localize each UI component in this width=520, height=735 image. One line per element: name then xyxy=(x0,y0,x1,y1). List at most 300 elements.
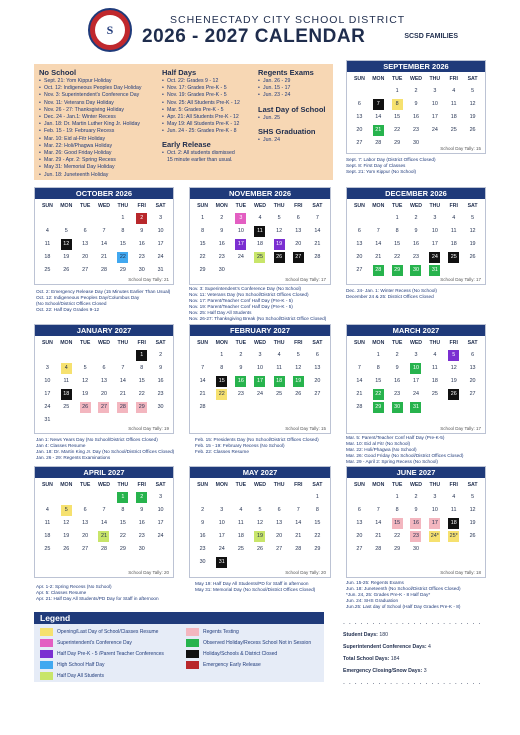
regents-section xyxy=(258,68,326,144)
day-number: 27 xyxy=(98,402,109,413)
month-september-2026 xyxy=(346,60,486,154)
day-cell xyxy=(388,111,407,124)
day-number: 13 xyxy=(356,520,363,526)
note-line: Jun. 24: SHS Graduation xyxy=(346,598,399,603)
total-days-stat xyxy=(343,656,493,662)
day-number: 23 xyxy=(237,391,244,397)
day-number: 3 xyxy=(433,494,437,500)
day-cell xyxy=(113,225,132,238)
day-cell xyxy=(270,375,289,388)
day-number: 1 xyxy=(220,352,224,358)
day-cell xyxy=(151,530,170,543)
school-day-tally: School Day Tally: 17 xyxy=(285,277,326,282)
day-cell xyxy=(350,238,369,251)
day-cell xyxy=(250,543,269,556)
day-cell xyxy=(407,504,426,517)
no-school-item: • Nov. 11: Veterans Day Holiday xyxy=(39,100,141,107)
weekday-label: WED xyxy=(253,482,267,488)
day-number: 16 xyxy=(394,378,401,384)
weekday-label: FRI xyxy=(137,203,146,209)
page-title: 2026 - 2027 CALENDAR xyxy=(142,26,366,47)
day-cell xyxy=(212,251,231,264)
weekday-label: MON xyxy=(372,76,385,82)
day-number: 25 xyxy=(44,546,51,552)
day-number: 2 xyxy=(414,88,418,94)
day-number: 17 xyxy=(431,114,438,120)
day-cell xyxy=(212,212,231,225)
day-cell xyxy=(212,388,231,401)
last-day-list xyxy=(258,115,326,122)
weekday-label: SAT xyxy=(467,482,478,488)
empty-day xyxy=(369,85,388,98)
day-number: 12 xyxy=(61,239,72,250)
day-number: 18 xyxy=(61,389,72,400)
day-cell xyxy=(38,401,57,414)
note-line: Nov. 17: Parent/Teacher Conf Half Day (Pre-K - 5) xyxy=(189,298,293,303)
empty-day xyxy=(350,349,369,362)
day-number: 12 xyxy=(469,101,476,107)
day-cell xyxy=(425,124,444,137)
emergency-days-value: 3 xyxy=(423,668,427,674)
day-number: 9 xyxy=(201,520,205,526)
day-number: 7 xyxy=(121,365,125,371)
day-number: 14 xyxy=(119,378,126,384)
day-number: 5 xyxy=(258,507,262,513)
day-cell xyxy=(407,251,426,264)
day-cell xyxy=(231,225,250,238)
weekday-label: TUE xyxy=(79,340,91,346)
day-cell xyxy=(212,362,231,375)
day-number: 26 xyxy=(63,267,70,273)
day-number: 7 xyxy=(102,228,106,234)
day-cell xyxy=(463,251,482,264)
empty-day xyxy=(350,491,369,504)
day-cell xyxy=(250,349,269,362)
day-cell xyxy=(463,375,482,388)
legend-label: High School Half Day xyxy=(57,662,105,668)
day-cell xyxy=(463,388,482,401)
day-cell xyxy=(250,517,269,530)
day-number: 25 xyxy=(431,391,438,397)
day-number: 30 xyxy=(199,559,206,565)
day-cell xyxy=(57,251,76,264)
day-cell xyxy=(463,362,482,375)
day-number: 21 xyxy=(314,241,321,247)
regents-item: • Jan. 26 - 29 xyxy=(258,78,326,85)
day-number: 5 xyxy=(277,215,281,221)
day-number: 17 xyxy=(429,518,440,529)
half-days-list xyxy=(162,78,240,136)
day-cell xyxy=(369,137,388,150)
day-number: 24 xyxy=(412,391,419,397)
day-number: 5 xyxy=(83,365,87,371)
day-cell xyxy=(250,504,269,517)
note-line: Jan. 26 - 29: Regents Examinations xyxy=(36,455,111,460)
day-cell xyxy=(308,349,327,362)
month-header: MARCH 2027 xyxy=(347,325,485,336)
day-number: 31 xyxy=(429,265,440,276)
day-number: 3 xyxy=(220,507,224,513)
day-cell xyxy=(193,504,212,517)
weekday-label: TUE xyxy=(79,203,91,209)
note-line: Mar. 10: Eid al Fitr (No School) xyxy=(346,441,411,446)
graduation-heading: SHS Graduation xyxy=(258,126,316,136)
weekday-label: THU xyxy=(117,482,129,488)
day-number: 29 xyxy=(373,402,384,413)
day-cell xyxy=(270,388,289,401)
day-cell xyxy=(151,238,170,251)
note-line: Apr. 5: Classes Resume xyxy=(36,590,87,595)
day-cell xyxy=(132,264,151,277)
month-december-2026 xyxy=(346,187,486,285)
legend-item xyxy=(186,661,261,669)
month-may-2027 xyxy=(189,466,331,578)
day-number: 4 xyxy=(45,507,49,513)
day-number: 25 xyxy=(63,404,70,410)
day-cell xyxy=(193,362,212,375)
day-cell xyxy=(250,225,269,238)
weekday-label: SAT xyxy=(155,203,166,209)
day-number: 22 xyxy=(138,391,145,397)
day-number: 24 xyxy=(431,127,438,133)
day-number: 16 xyxy=(218,241,225,247)
day-number: 30 xyxy=(412,546,419,552)
day-cell xyxy=(388,212,407,225)
month-november-2026 xyxy=(189,187,331,285)
no-school-item: • Oct. 12: Indigeneous Peoples Day Holiday xyxy=(39,85,141,92)
day-number: 30 xyxy=(157,404,164,410)
day-cell xyxy=(250,362,269,375)
day-number: 25 xyxy=(254,252,265,263)
note-line: Sept. 8: First Day of Classes xyxy=(346,163,406,168)
day-cell xyxy=(38,264,57,277)
day-number: 29 xyxy=(314,546,321,552)
day-number: 16 xyxy=(199,533,206,539)
day-cell xyxy=(350,225,369,238)
day-cell xyxy=(151,264,170,277)
day-number: 2 xyxy=(239,352,243,358)
day-number: 31 xyxy=(216,557,227,568)
weekday-label: MON xyxy=(372,203,385,209)
day-cell xyxy=(270,251,289,264)
legend-swatch xyxy=(186,639,199,647)
weekday-label: MON xyxy=(60,340,73,346)
day-number: 5 xyxy=(471,88,475,94)
day-number: 26 xyxy=(295,391,302,397)
day-cell xyxy=(308,388,327,401)
audience-label: SCSD FAMILIES xyxy=(404,33,458,40)
day-cell xyxy=(193,401,212,414)
legend-item xyxy=(186,639,311,647)
key-dates-box xyxy=(34,64,333,180)
day-cell xyxy=(444,111,463,124)
day-number: 27 xyxy=(469,391,476,397)
day-number: 5 xyxy=(64,228,68,234)
note-line: Jun. 18: Juneteenth (No School/District Offices Closed) xyxy=(346,586,461,591)
day-number: 27 xyxy=(356,546,363,552)
month-header: NOVEMBER 2026 xyxy=(190,188,330,199)
empty-day xyxy=(250,491,269,504)
day-number: 28 xyxy=(295,546,302,552)
day-number: 28 xyxy=(100,546,107,552)
weekday-label: TUE xyxy=(235,482,247,488)
day-number: 11 xyxy=(63,378,70,384)
day-number: 5 xyxy=(61,505,72,516)
day-cell xyxy=(369,124,388,137)
day-number: 3 xyxy=(235,213,246,224)
day-cell xyxy=(388,375,407,388)
day-cell xyxy=(76,362,95,375)
day-number: 30 xyxy=(138,546,145,552)
day-number: 8 xyxy=(315,507,319,513)
day-number: 19 xyxy=(293,376,304,387)
day-number: 5 xyxy=(296,352,300,358)
day-cell xyxy=(38,504,57,517)
no-school-item: • Dec. 24 - Jan.1: Winter Recess xyxy=(39,114,141,121)
weekday-label: THU xyxy=(117,340,129,346)
school-day-tally: School Day Tally: 17 xyxy=(440,277,481,282)
day-cell xyxy=(388,388,407,401)
student-days-stat xyxy=(343,632,493,638)
weekday-label: FRI xyxy=(449,340,458,346)
day-cell xyxy=(388,401,407,414)
day-cell xyxy=(407,362,426,375)
weekday-label: WED xyxy=(253,340,267,346)
day-number: 23 xyxy=(199,546,206,552)
legend-item xyxy=(186,650,277,658)
day-number: 16 xyxy=(235,376,246,387)
no-school-heading: No School xyxy=(39,68,77,77)
empty-day xyxy=(76,349,95,362)
day-number: 28 xyxy=(375,140,382,146)
day-cell xyxy=(463,225,482,238)
note-line: Jun. 15-25: Regents Exams xyxy=(346,580,404,585)
day-cell xyxy=(308,225,327,238)
day-number: 26 xyxy=(448,389,459,400)
empty-day xyxy=(193,491,212,504)
note-line: Feb. 22: Classes Resume xyxy=(195,449,249,454)
day-number: 31 xyxy=(410,402,421,413)
day-cell xyxy=(388,98,407,111)
day-number: 15 xyxy=(394,241,401,247)
day-number: 12 xyxy=(469,507,476,513)
weekday-label: SUN xyxy=(41,340,53,346)
day-cell xyxy=(407,491,426,504)
day-cell xyxy=(193,212,212,225)
empty-day xyxy=(57,212,76,225)
day-number: 7 xyxy=(376,507,380,513)
day-cell xyxy=(308,517,327,530)
day-cell xyxy=(388,517,407,530)
day-number: 26 xyxy=(469,533,476,539)
day-cell xyxy=(270,238,289,251)
day-number: 11 xyxy=(44,520,51,526)
day-number: 19 xyxy=(469,241,476,247)
day-number: 12 xyxy=(256,520,263,526)
day-cell xyxy=(113,375,132,388)
day-number: 1 xyxy=(117,492,128,503)
day-cell xyxy=(38,388,57,401)
day-number: 29 xyxy=(119,267,126,273)
day-cell xyxy=(76,401,95,414)
day-cell xyxy=(289,388,308,401)
day-cell xyxy=(38,517,57,530)
weekday-label: FRI xyxy=(449,203,458,209)
weekday-label: SAT xyxy=(312,482,323,488)
day-cell xyxy=(369,362,388,375)
day-number: 12 xyxy=(276,228,283,234)
day-number: 17 xyxy=(254,376,265,387)
day-cell xyxy=(369,225,388,238)
day-number: 21 xyxy=(356,391,363,397)
last-day-heading: Last Day of School xyxy=(258,104,326,114)
day-cell xyxy=(289,251,308,264)
day-cell xyxy=(388,264,407,277)
day-number: 23 xyxy=(412,254,419,260)
day-cell xyxy=(250,212,269,225)
day-cell xyxy=(38,251,57,264)
day-number: 11 xyxy=(276,365,282,371)
day-cell xyxy=(76,375,95,388)
day-cell xyxy=(151,251,170,264)
day-cell xyxy=(193,251,212,264)
no-school-item: • Feb. 15 - 19: February Recess xyxy=(39,128,141,135)
day-number: 19 xyxy=(63,254,70,260)
day-cell xyxy=(407,85,426,98)
day-number: 17 xyxy=(412,378,419,384)
day-cell xyxy=(132,543,151,556)
day-number: 4 xyxy=(61,363,72,374)
october-notes xyxy=(36,289,170,313)
weekday-label: SUN xyxy=(197,482,209,488)
day-number: 14 xyxy=(295,520,302,526)
day-cell xyxy=(132,362,151,375)
weekday-label: WED xyxy=(409,340,423,346)
day-number: 24 xyxy=(218,546,225,552)
no-school-item: • Sept. 21: Yom Kippur Holiday xyxy=(39,78,141,85)
weekday-label: WED xyxy=(97,482,111,488)
month-april-2027 xyxy=(34,466,174,578)
day-number: 10 xyxy=(157,228,164,234)
day-number: 10 xyxy=(410,363,421,374)
day-number: 25 xyxy=(237,546,244,552)
note-line: Jan. 18: Dr. Martin King Jr. Day (No School/District Offices Closed) xyxy=(36,449,175,454)
day-cell xyxy=(425,85,444,98)
day-cell xyxy=(270,362,289,375)
day-number: 25* xyxy=(448,531,459,542)
day-cell xyxy=(369,530,388,543)
weekday-label: FRI xyxy=(294,340,303,346)
day-cell xyxy=(407,388,426,401)
early-release-note: 15 minute earlier than usual. xyxy=(167,156,233,163)
day-number: 8 xyxy=(220,365,224,371)
weekday-label: WED xyxy=(409,482,423,488)
day-number: 21 xyxy=(98,531,109,542)
day-number: 1 xyxy=(395,494,399,500)
note-line: Apr. 21: Half Day All Students/PD Day for Staff in afternoon xyxy=(36,596,159,601)
day-number: 13 xyxy=(276,520,283,526)
month-october-2026 xyxy=(34,187,174,285)
day-number: 20 xyxy=(356,254,363,260)
month-header: MAY 2027 xyxy=(190,467,330,478)
day-number: 8 xyxy=(376,365,380,371)
day-number: 19 xyxy=(82,391,89,397)
legend-swatch xyxy=(186,650,199,658)
day-cell xyxy=(388,238,407,251)
day-cell xyxy=(151,401,170,414)
day-cell xyxy=(369,401,388,414)
day-number: 28 xyxy=(356,404,363,410)
day-number: 25 xyxy=(44,267,51,273)
day-cell xyxy=(231,212,250,225)
day-cell xyxy=(132,401,151,414)
note-line: Jan 1: News Years Day (No School/District Offices Closed) xyxy=(36,437,158,442)
note-line: Feb. 15 - 19: February Recess (No School) xyxy=(195,443,285,448)
day-cell xyxy=(113,543,132,556)
day-number: 1 xyxy=(395,215,399,221)
day-number: 11 xyxy=(450,228,457,234)
half-day-item: • Nov. 19: Grades Pre-K - 5 xyxy=(162,92,240,99)
day-number: 9 xyxy=(140,507,144,513)
day-number: 27 xyxy=(356,267,363,273)
day-cell xyxy=(444,225,463,238)
emergency-days-label: Emergency Closing/Snow Days: xyxy=(343,668,423,674)
weekday-label: TUE xyxy=(391,340,403,346)
day-number: 1 xyxy=(136,350,147,361)
empty-day xyxy=(95,349,114,362)
day-number: 26 xyxy=(469,254,476,260)
day-number: 9 xyxy=(140,228,144,234)
day-number: 10 xyxy=(256,365,263,371)
day-cell xyxy=(151,517,170,530)
day-cell xyxy=(132,349,151,362)
day-cell xyxy=(231,388,250,401)
day-cell xyxy=(308,375,327,388)
day-cell xyxy=(425,388,444,401)
empty-day xyxy=(38,212,57,225)
note-line: December 24 & 25: District Offices Closed xyxy=(346,294,434,299)
no-school-item: • Mar. 10: Eid al-Fitr Holiday xyxy=(39,136,141,143)
day-cell xyxy=(463,85,482,98)
day-number: 9 xyxy=(220,228,224,234)
day-cell xyxy=(270,212,289,225)
weekday-label: TUE xyxy=(79,482,91,488)
note-line: Nov. 3: Superintendent's Conference Day (No School) xyxy=(189,286,302,291)
half-day-item: • Oct. 22: Grades 9 - 12 xyxy=(162,78,240,85)
day-number: 26 xyxy=(63,546,70,552)
weekday-label: SUN xyxy=(353,482,365,488)
day-number: 22 xyxy=(394,127,401,133)
day-number: 4 xyxy=(433,352,437,358)
day-number: 30 xyxy=(138,267,145,273)
day-cell xyxy=(350,251,369,264)
day-number: 4 xyxy=(239,507,243,513)
day-cell xyxy=(95,504,114,517)
day-number: 26 xyxy=(80,402,91,413)
day-number: 16 xyxy=(138,520,145,526)
day-cell xyxy=(250,375,269,388)
district-logo xyxy=(88,8,132,52)
day-cell xyxy=(388,543,407,556)
day-number: 25 xyxy=(276,391,283,397)
day-cell xyxy=(151,225,170,238)
day-number: 13 xyxy=(469,365,476,371)
month-header: JUNE 2027 xyxy=(347,467,485,478)
day-cell xyxy=(463,238,482,251)
day-cell xyxy=(444,349,463,362)
day-number: 7 xyxy=(357,365,361,371)
empty-day xyxy=(113,349,132,362)
